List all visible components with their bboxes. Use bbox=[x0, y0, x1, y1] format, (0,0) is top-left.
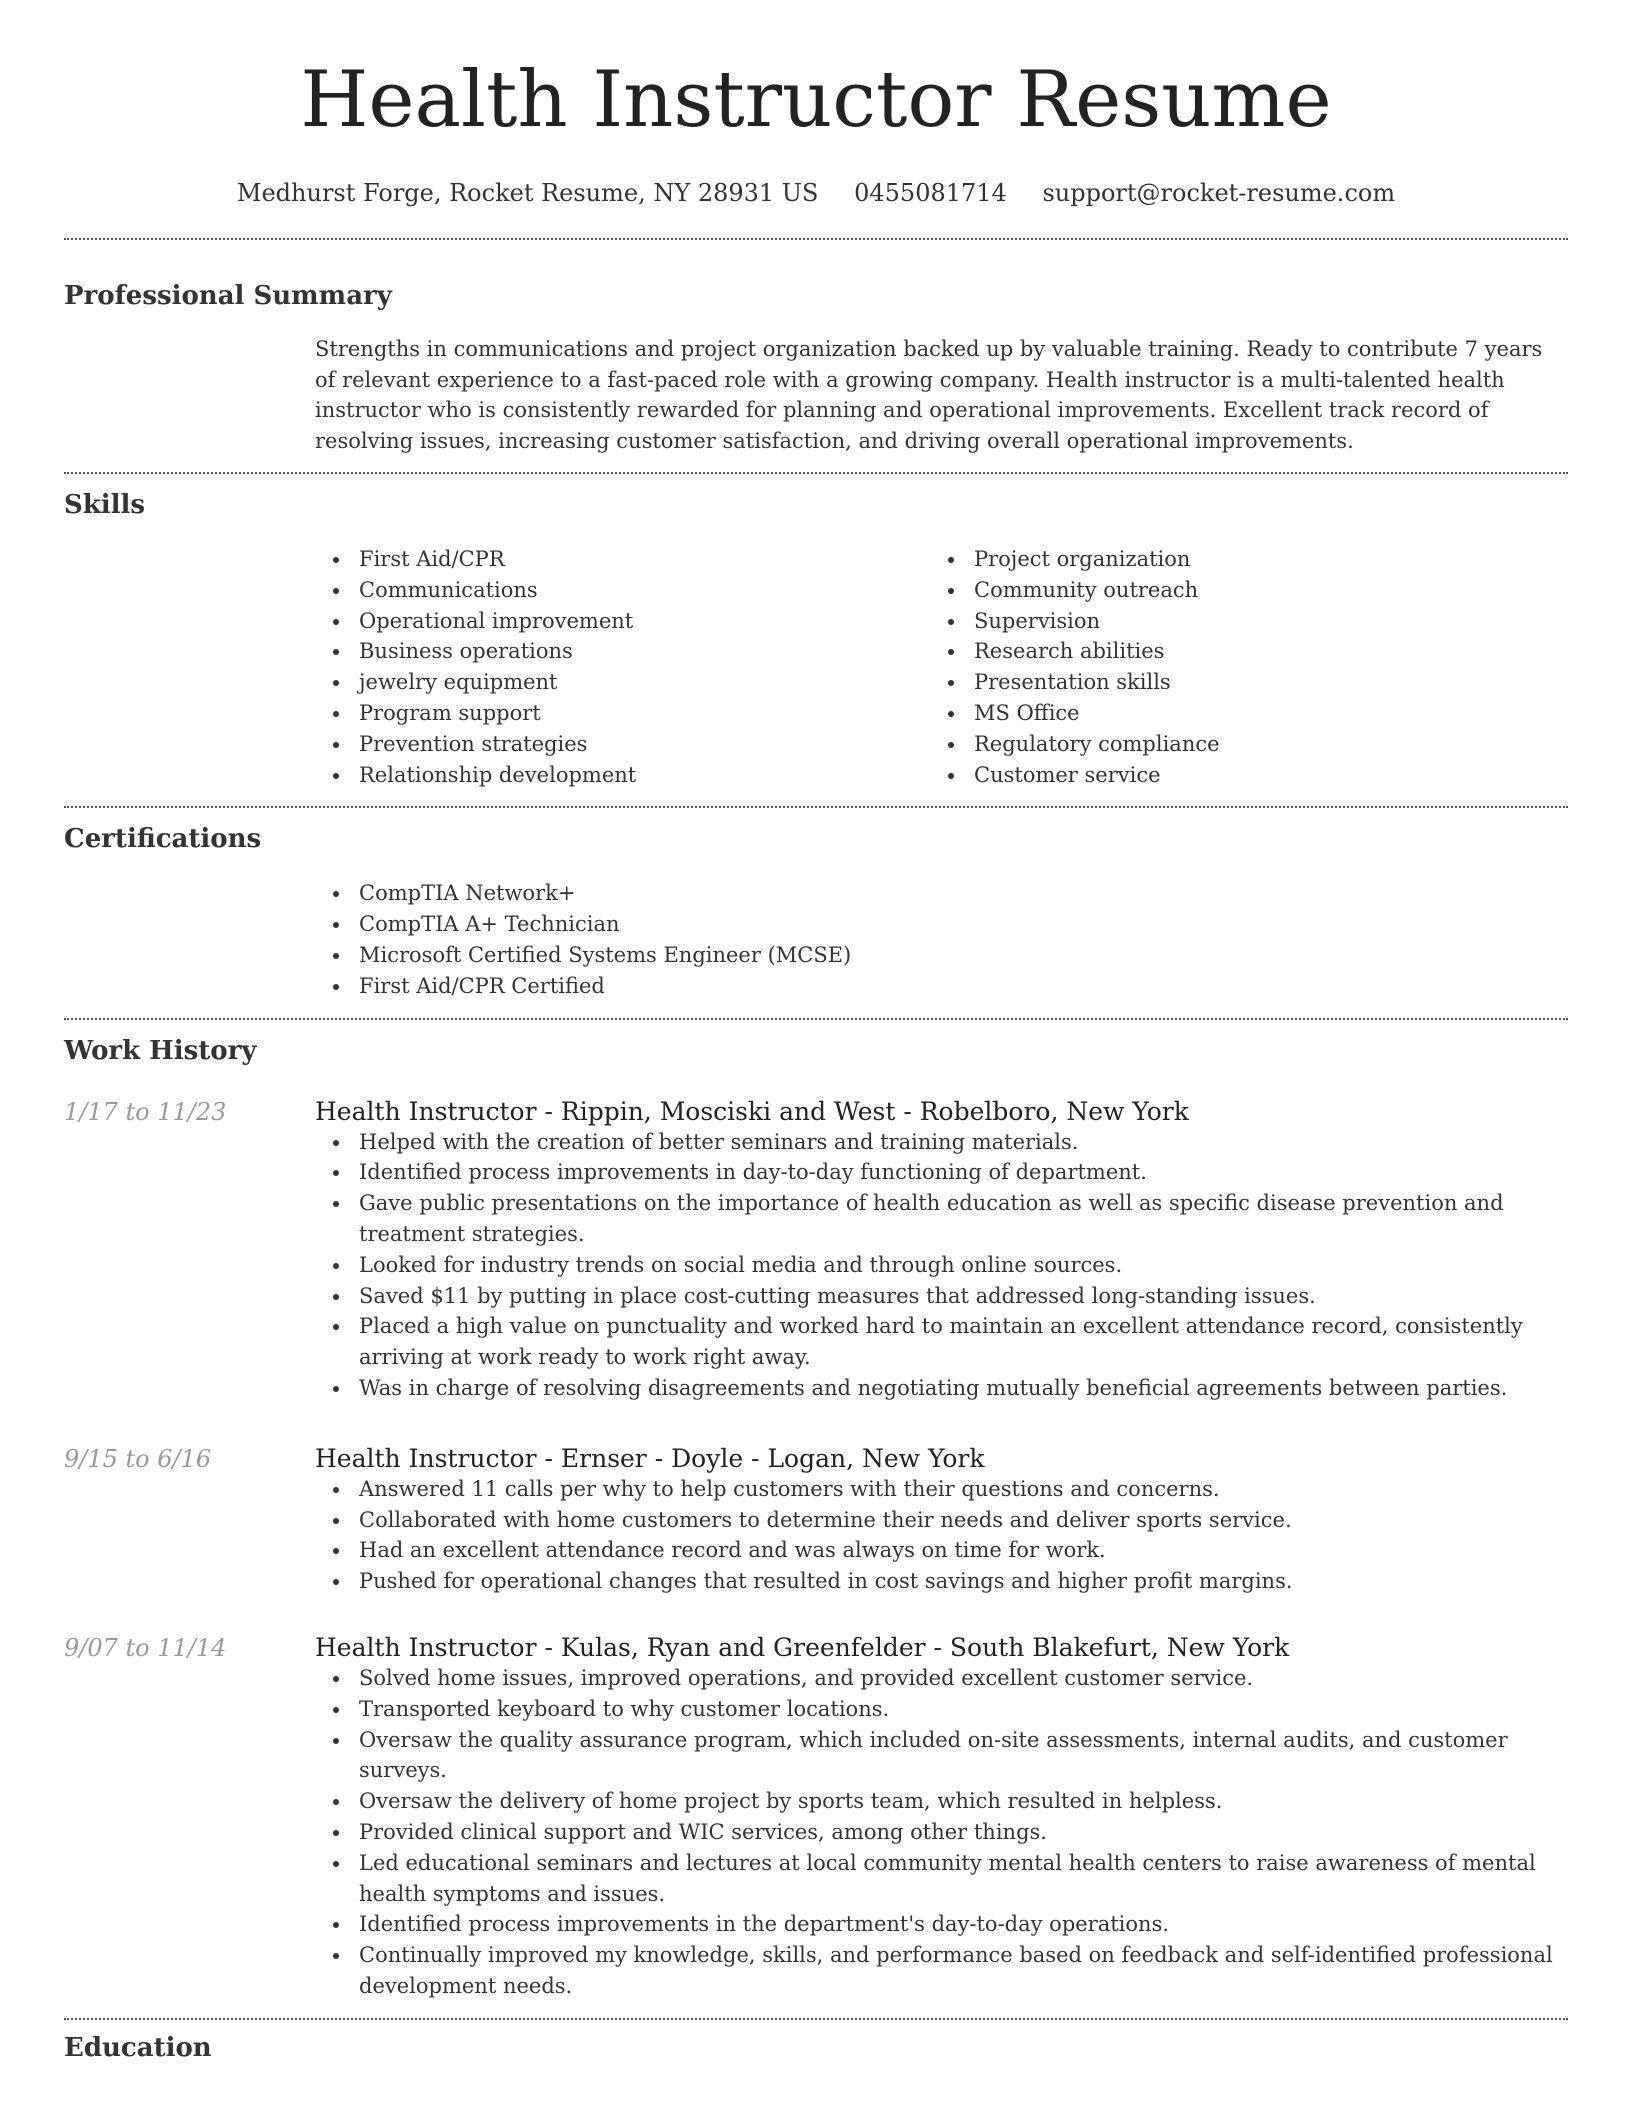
skill-item: Project organization bbox=[930, 544, 1530, 575]
skills-heading: Skills bbox=[64, 490, 146, 520]
job-bullet: Helped with the creation of better seminars and training materials. bbox=[315, 1127, 1568, 1158]
skill-item: MS Office bbox=[930, 698, 1530, 729]
job-bullet: Answered 11 calls per why to help customers with their questions and concerns. bbox=[315, 1474, 1568, 1505]
contact-address: Medhurst Forge, Rocket Resume, NY 28931 US bbox=[236, 179, 819, 207]
job-bullet: Was in charge of resolving disagreements and negotiating mutually beneficial agreements between parties. bbox=[315, 1373, 1568, 1404]
skills-list-right bbox=[930, 544, 1530, 790]
certifications-block bbox=[315, 878, 1568, 1001]
job-body bbox=[315, 1097, 1568, 1404]
certification-item: CompTIA Network+ bbox=[315, 878, 1568, 909]
skill-item: Program support bbox=[315, 698, 930, 729]
job-bullet: Looked for industry trends on social media and through online sources. bbox=[315, 1250, 1568, 1281]
job-bullet: Placed a high value on punctuality and worked hard to maintain an excellent attendance record, consistently arriving at work ready to work right away. bbox=[315, 1311, 1568, 1373]
job-entry bbox=[64, 1097, 1568, 1404]
job-bullet: Provided clinical support and WIC services, among other things. bbox=[315, 1817, 1568, 1848]
skill-item: Business operations bbox=[315, 636, 930, 667]
contact-email: support@rocket-resume.com bbox=[1042, 179, 1396, 207]
job-dates: 1/17 to 11/23 bbox=[64, 1097, 227, 1126]
job-bullets bbox=[315, 1474, 1568, 1597]
job-title: Health Instructor - Ernser - Doyle - Logan, New York bbox=[315, 1443, 985, 1473]
summary-heading: Professional Summary bbox=[64, 281, 392, 311]
skill-item: jewelry equipment bbox=[315, 667, 930, 698]
job-bullet: Led educational seminars and lectures at local community mental health centers to raise awareness of mental health symptoms and issues. bbox=[315, 1848, 1568, 1910]
skills-list-left bbox=[315, 544, 930, 790]
skill-item: Regulatory compliance bbox=[930, 729, 1530, 760]
job-bullet: Continually improved my knowledge, skills, and performance based on feedback and self-identified professional development needs. bbox=[315, 1940, 1568, 2002]
divider bbox=[64, 806, 1568, 808]
job-title: Health Instructor - Rippin, Mosciski and West - Robelboro, New York bbox=[315, 1096, 1189, 1126]
certifications-list bbox=[315, 878, 1568, 1001]
summary-text: Strengths in communications and project organization backed up by valuable training. Ready to contribute 7 years of relevant experience to a fast-paced role with a growing company. Health instructor is a multi-talented health instructor who is consistently rewarded for planning and operational improvements. Excellent track record of resolving issues, increasing customer satisfaction, and driving overall operational improvements. bbox=[315, 337, 1543, 453]
job-body bbox=[315, 1633, 1568, 2002]
page-title: Health Instructor Resume bbox=[300, 55, 1332, 145]
job-bullet: Oversaw the delivery of home project by sports team, which resulted in helpless. bbox=[315, 1786, 1568, 1817]
contact-line bbox=[64, 178, 1568, 208]
job-bullet: Transported keyboard to why customer locations. bbox=[315, 1694, 1568, 1725]
skills-columns bbox=[315, 544, 1568, 790]
skill-item: Communications bbox=[315, 575, 930, 606]
job-bullet: Identified process improvements in day-to-day functioning of department. bbox=[315, 1157, 1568, 1188]
job-dates: 9/07 to 11/14 bbox=[64, 1633, 227, 1662]
certification-item: CompTIA A+ Technician bbox=[315, 909, 1568, 940]
contact-phone: 0455081714 bbox=[854, 179, 1007, 207]
skill-item: First Aid/CPR bbox=[315, 544, 930, 575]
certification-item: First Aid/CPR Certified bbox=[315, 971, 1568, 1002]
job-entry bbox=[64, 1633, 1568, 2002]
job-bullet: Gave public presentations on the importance of health education as well as specific disease prevention and treatment strategies. bbox=[315, 1188, 1568, 1250]
job-bullet: Had an excellent attendance record and was always on time for work. bbox=[315, 1535, 1568, 1566]
education-heading: Education bbox=[64, 2032, 212, 2063]
summary-section bbox=[64, 281, 1568, 456]
job-dates: 9/15 to 6/16 bbox=[64, 1444, 212, 1473]
skill-item: Prevention strategies bbox=[315, 729, 930, 760]
job-bullet: Collaborated with home customers to determine their needs and deliver sports service. bbox=[315, 1505, 1568, 1536]
skill-item: Community outreach bbox=[930, 575, 1530, 606]
divider bbox=[64, 2018, 1568, 2020]
certification-item: Microsoft Certified Systems Engineer (MCSE) bbox=[315, 940, 1568, 971]
job-entry bbox=[64, 1444, 1568, 1597]
job-bullet: Identified process improvements in the department's day-to-day operations. bbox=[315, 1909, 1568, 1940]
job-bullet: Oversaw the quality assurance program, which included on-site assessments, internal audits, and customer surveys. bbox=[315, 1725, 1568, 1787]
work-section bbox=[64, 1036, 1568, 2002]
certifications-heading: Certifications bbox=[64, 824, 262, 855]
education-section bbox=[64, 2033, 1568, 2063]
skills-section bbox=[64, 490, 1568, 790]
job-bullet: Pushed for operational changes that resulted in cost savings and higher profit margins. bbox=[315, 1566, 1568, 1597]
divider bbox=[64, 472, 1568, 474]
job-bullets bbox=[315, 1127, 1568, 1404]
skill-item: Presentation skills bbox=[930, 667, 1530, 698]
job-bullet: Saved $11 by putting in place cost-cutting measures that addressed long-standing issues. bbox=[315, 1281, 1568, 1312]
job-title: Health Instructor - Kulas, Ryan and Greenfelder - South Blakefurt, New York bbox=[315, 1632, 1290, 1662]
divider bbox=[64, 1018, 1568, 1020]
job-bullet: Solved home issues, improved operations, and provided excellent customer service. bbox=[315, 1663, 1568, 1694]
skill-item: Relationship development bbox=[315, 760, 930, 791]
skill-item: Operational improvement bbox=[315, 606, 930, 637]
job-body bbox=[315, 1444, 1568, 1597]
divider bbox=[64, 238, 1568, 240]
certifications-section bbox=[64, 824, 1568, 1001]
job-bullets bbox=[315, 1663, 1568, 2002]
jobs-container bbox=[64, 1097, 1568, 2002]
skill-item: Supervision bbox=[930, 606, 1530, 637]
skill-item: Research abilities bbox=[930, 636, 1530, 667]
skill-item: Customer service bbox=[930, 760, 1530, 791]
work-heading: Work History bbox=[64, 1035, 257, 1066]
